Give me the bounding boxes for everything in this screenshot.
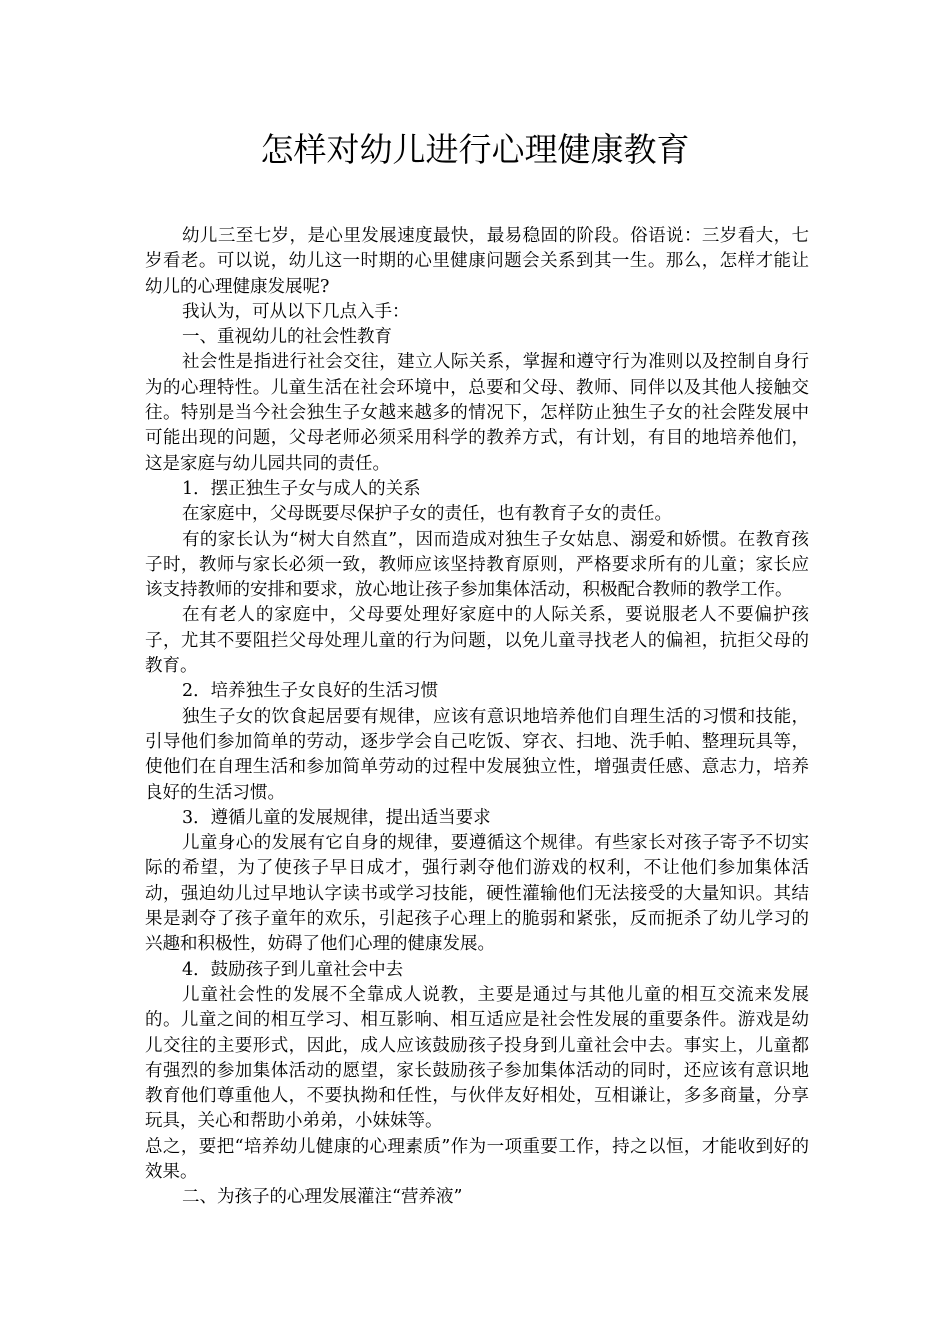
subheading-1: 1．摆正独生子女与成人的关系: [182, 478, 421, 499]
document-title: 怎样对幼儿进行心理健康教育: [260, 130, 690, 169]
subheading-3: 3．遵循儿童的发展规律，提出适当要求: [182, 807, 491, 828]
paragraph-child-society: 儿童社会性的发展不全靠成人说教，主要是通过与其他儿童的相互交流来发展的。儿童之间的相互学习、相互影响、相互适应是社会性发展的重要条件。游戏是幼儿交往的主要形式，因此，成人应该鼓励孩子投身到儿童社会中去。事实上，儿童都有强烈的参加集体活动的愿望，家长鼓励孩子参加集体活动的同时，还应该有意识地教育他们尊重他人，不要执拗和任性，与伙伴友好相处，互相谦让，多多商量，分享玩具，关心和帮助小弟弟，小妹妹等。: [145, 984, 809, 1132]
subheading-4: 4．鼓励孩子到儿童社会中去: [182, 959, 404, 980]
paragraph-summary: 总之，要把“培养幼儿健康的心理素质”作为一项重要工作，持之以恒，才能收到好的效果。: [145, 1136, 809, 1182]
paragraph-sociality: 社会性是指进行社会交往，建立人际关系，掌握和遵守行为准则以及控制自身行为的心理特性。儿童生活在社会环境中，总要和父母、教师、同伴以及其他人接触交往。特别是当今社会独生子女越来越多的情况下，怎样防止独生子女的社会陛发展中可能出现的问题，父母老师必须采用科学的教养方式，有计划，有目的地培养他们，这是家庭与幼儿园共同的责任。: [145, 352, 809, 474]
paragraph-family-duty: 在家庭中，父母既要尽保护子女的责任，也有教育子女的责任。: [182, 504, 672, 525]
paragraph-elders: 在有老人的家庭中，父母要处理好家庭中的人际关系，要说服老人不要偏护孩子，尤其不要阻拦父母处理儿童的行为问题，以免儿童寻找老人的偏袒，抗拒父母的教育。: [145, 605, 809, 677]
subheading-2: 2．培养独生子女良好的生活习惯: [182, 681, 439, 702]
section-heading-2: 二、为孩子的心理发展灌注“营养液”: [182, 1187, 463, 1208]
paragraph-parents-teachers: 有的家长认为“树大自然直”，因而造成对独生子女姑息、溺爱和娇惯。在教育孩子时，教师与家长必须一致，教师应该坚持教育原则，严格要求所有的儿童；家长应该支持教师的安排和要求，放心地让孩子参加集体活动，积极配合教师的教学工作。: [145, 529, 809, 601]
paragraph-intro: 幼儿三至七岁，是心里发展速度最快，最易稳固的阶段。俗语说：三岁看大，七岁看老。可以说，幼儿这一时期的心里健康问题会关系到其一生。那么，怎样才能让幼儿的心理健康发展呢?: [145, 226, 809, 297]
section-heading-1: 一、重视幼儿的社会性教育: [182, 327, 392, 348]
paragraph-development-rules: 儿童身心的发展有它自身的规律，要遵循这个规律。有些家长对孩子寄予不切实际的希望，为了使孩子早日成才，强行剥夺他们游戏的权利，不让他们参加集体活动，强迫幼儿过早地认字读书或学习技能，硬性灌输他们无法接受的大量知识。其结果是剥夺了孩子童年的欢乐，引起孩子心理上的脆弱和紧张，反而扼杀了幼儿学习的兴趣和积极性，妨碍了他们心理的健康发展。: [145, 833, 809, 955]
document-body: [145, 224, 809, 1211]
paragraph-habits: 独生子女的饮食起居要有规律，应该有意识地培养他们自理生活的习惯和技能，引导他们参加简单的劳动，逐步学会自己吃饭、穿衣、扫地、洗手帕、整理玩具等，使他们在自理生活和参加简单劳动的过程中发展独立性，增强责任感、意志力，培养良好的生活习惯。: [145, 706, 809, 803]
paragraph-approach: 我认为，可从以下几点入手：: [182, 301, 410, 322]
